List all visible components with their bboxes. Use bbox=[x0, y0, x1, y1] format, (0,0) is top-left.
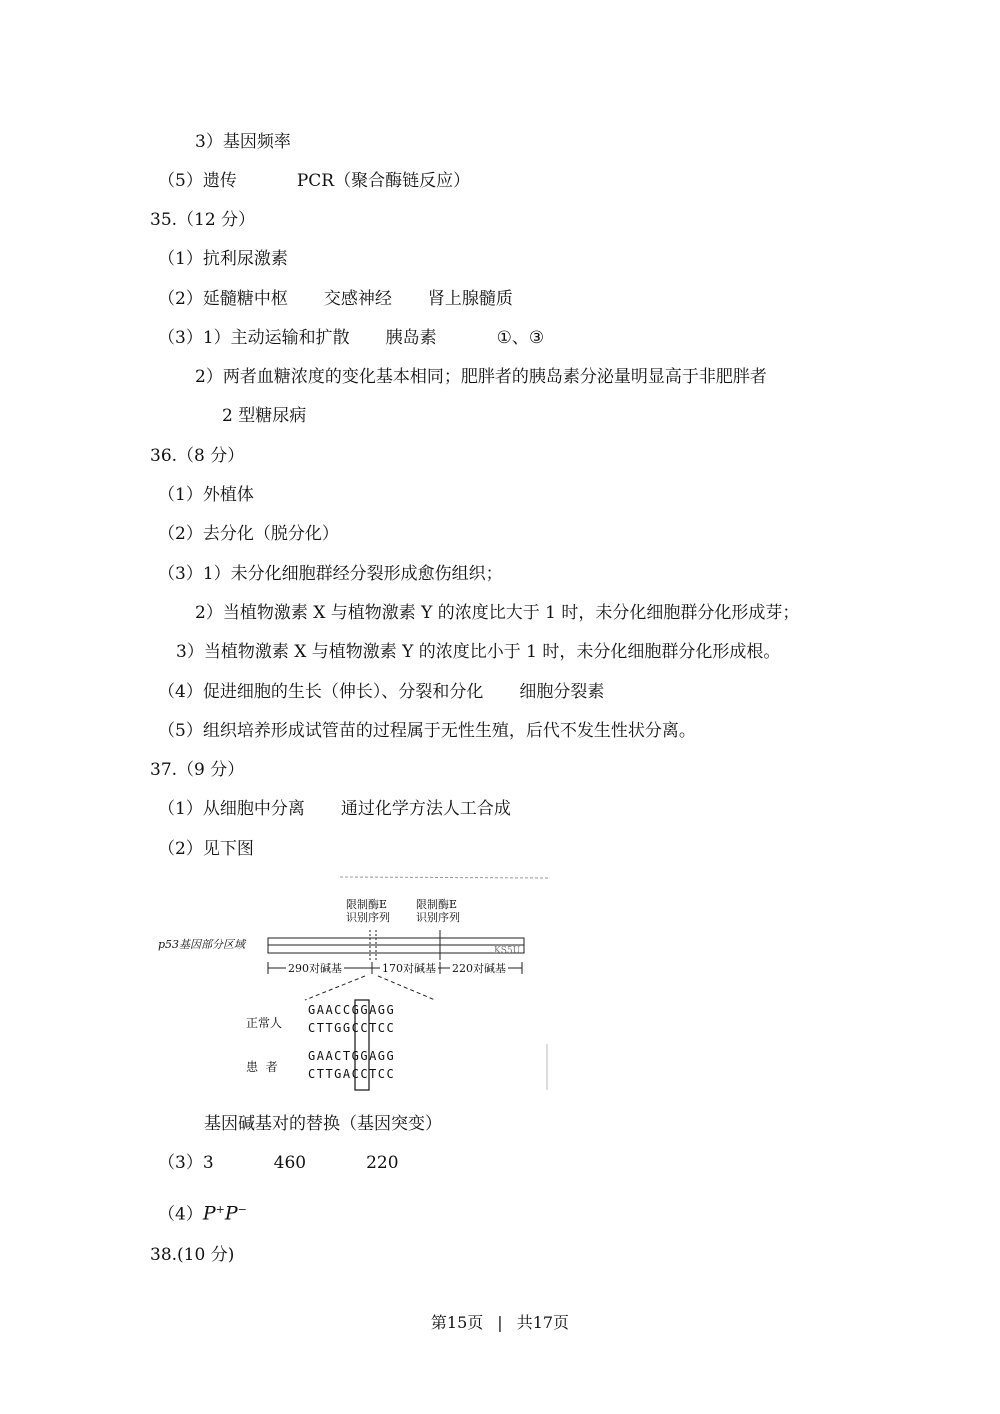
answer-37-1 bbox=[158, 798, 511, 820]
answer-36-3-3: 3）当植物激素 X 与植物激素 Y 的浓度比小于 1 时，未分化细胞群分化形成根。 bbox=[176, 642, 781, 662]
answer-35-2-b: 交感神经 bbox=[323, 289, 392, 309]
segment-3-label: 220对碱基 bbox=[452, 962, 506, 975]
answer-35-3-b: 胰岛素 bbox=[385, 328, 437, 348]
question-35-heading: 35.（12 分） bbox=[150, 210, 256, 230]
figure-caption: 基因碱基对的替换（基因突变） bbox=[204, 1114, 442, 1134]
answer-36-1: （1）外植体 bbox=[158, 485, 254, 505]
question-36-heading: 36.（8 分） bbox=[150, 446, 245, 466]
answer-37-1-b: 通过化学方法人工合成 bbox=[340, 799, 511, 819]
genotype-p2: P bbox=[224, 1202, 238, 1225]
answer-37-3-a: （3）3 bbox=[158, 1153, 214, 1173]
answer-35-3-2: 2）两者血糖浓度的变化基本相同；肥胖者的胰岛素分泌量明显高于非肥胖者 bbox=[195, 367, 767, 387]
enzyme-label-left: 限制酶E 识别序列 bbox=[346, 898, 390, 924]
answer-37-1-a: （1）从细胞中分离 bbox=[158, 799, 305, 819]
patient-sequence-top: GAACTGGAGG bbox=[308, 1049, 396, 1063]
normal-sequence-bottom: CTTGGCCTCC bbox=[308, 1021, 396, 1035]
genotype-sup1: + bbox=[215, 1203, 225, 1216]
answer-37-3-c: 220 bbox=[366, 1153, 399, 1173]
segment-2-label: 170对碱基 bbox=[382, 962, 436, 975]
page-footer bbox=[0, 1310, 1000, 1333]
genotype-p1: P bbox=[202, 1202, 216, 1225]
answer-35-3 bbox=[158, 327, 544, 349]
answer-34-5 bbox=[158, 170, 470, 192]
p53-gene-diagram bbox=[150, 872, 550, 1094]
genotype-sup2: − bbox=[237, 1203, 247, 1216]
answer-35-3-a: （3）1）主动运输和扩散 bbox=[158, 328, 350, 348]
answer-36-4-a: （4）促进细胞的生长（伸长）、分裂和分化 bbox=[158, 682, 484, 702]
question-37-heading: 37.（9 分） bbox=[150, 760, 245, 780]
footer-separator: | bbox=[497, 1313, 503, 1332]
answer-35-3-c: ①、③ bbox=[496, 328, 545, 348]
patient-label: 患 者 bbox=[246, 1060, 278, 1074]
answer-36-4 bbox=[158, 681, 604, 703]
zoom-line-left bbox=[305, 976, 365, 1000]
answer-36-2: （2）去分化（脱分化） bbox=[158, 524, 339, 544]
scan-border-top bbox=[340, 877, 548, 878]
answer-36-5: （5）组织培养形成试管苗的过程属于无性生殖，后代不发生性状分离。 bbox=[158, 721, 696, 741]
answer-35-1: （1）抗利尿激素 bbox=[158, 249, 288, 269]
answer-37-2: （2）见下图 bbox=[158, 839, 254, 859]
answer-36-4-b: 细胞分裂素 bbox=[519, 682, 605, 702]
footer-page: 第15页 bbox=[430, 1313, 484, 1332]
question-38-heading: 38.(10 分) bbox=[150, 1245, 235, 1265]
patient-sequence-bottom: CTTGACCTCC bbox=[308, 1067, 396, 1081]
region-label: p53基因部分区域 bbox=[158, 938, 246, 951]
answer-35-2-c: 肾上腺髓质 bbox=[427, 289, 513, 309]
answer-37-3-b: 460 bbox=[273, 1153, 307, 1173]
enzyme-label-right: 限制酶E 识别序列 bbox=[416, 898, 460, 924]
answer-36-3-2: 2）当植物激素 X 与植物激素 Y 的浓度比大于 1 时，未分化细胞群分化形成芽； bbox=[195, 603, 800, 623]
footer-total: 共17页 bbox=[516, 1313, 570, 1332]
answer-37-3 bbox=[158, 1152, 399, 1174]
normal-sequence-top: GAACCGGAGG bbox=[308, 1003, 396, 1017]
answer-34-4-3: 3）基因频率 bbox=[195, 132, 291, 152]
segment-1-label: 290对碱基 bbox=[288, 962, 342, 975]
answer-34-5-b: PCR（聚合酶链反应） bbox=[296, 171, 471, 191]
zoom-line-right bbox=[378, 976, 435, 1000]
answer-35-2-a: （2）延髓糖中枢 bbox=[158, 289, 288, 309]
answer-35-2 bbox=[158, 288, 513, 310]
answer-35-3-3: 2 型糖尿病 bbox=[222, 406, 307, 426]
answer-36-3-1: （3）1）未分化细胞群经分裂形成愈伤组织； bbox=[158, 564, 503, 584]
answer-37-4-a: （4） bbox=[158, 1204, 203, 1225]
watermark: KS5U bbox=[494, 946, 521, 956]
answer-34-5-a: （5）遗传 bbox=[158, 171, 237, 191]
answer-37-4 bbox=[158, 1199, 247, 1226]
normal-person-label: 正常人 bbox=[246, 1016, 283, 1030]
